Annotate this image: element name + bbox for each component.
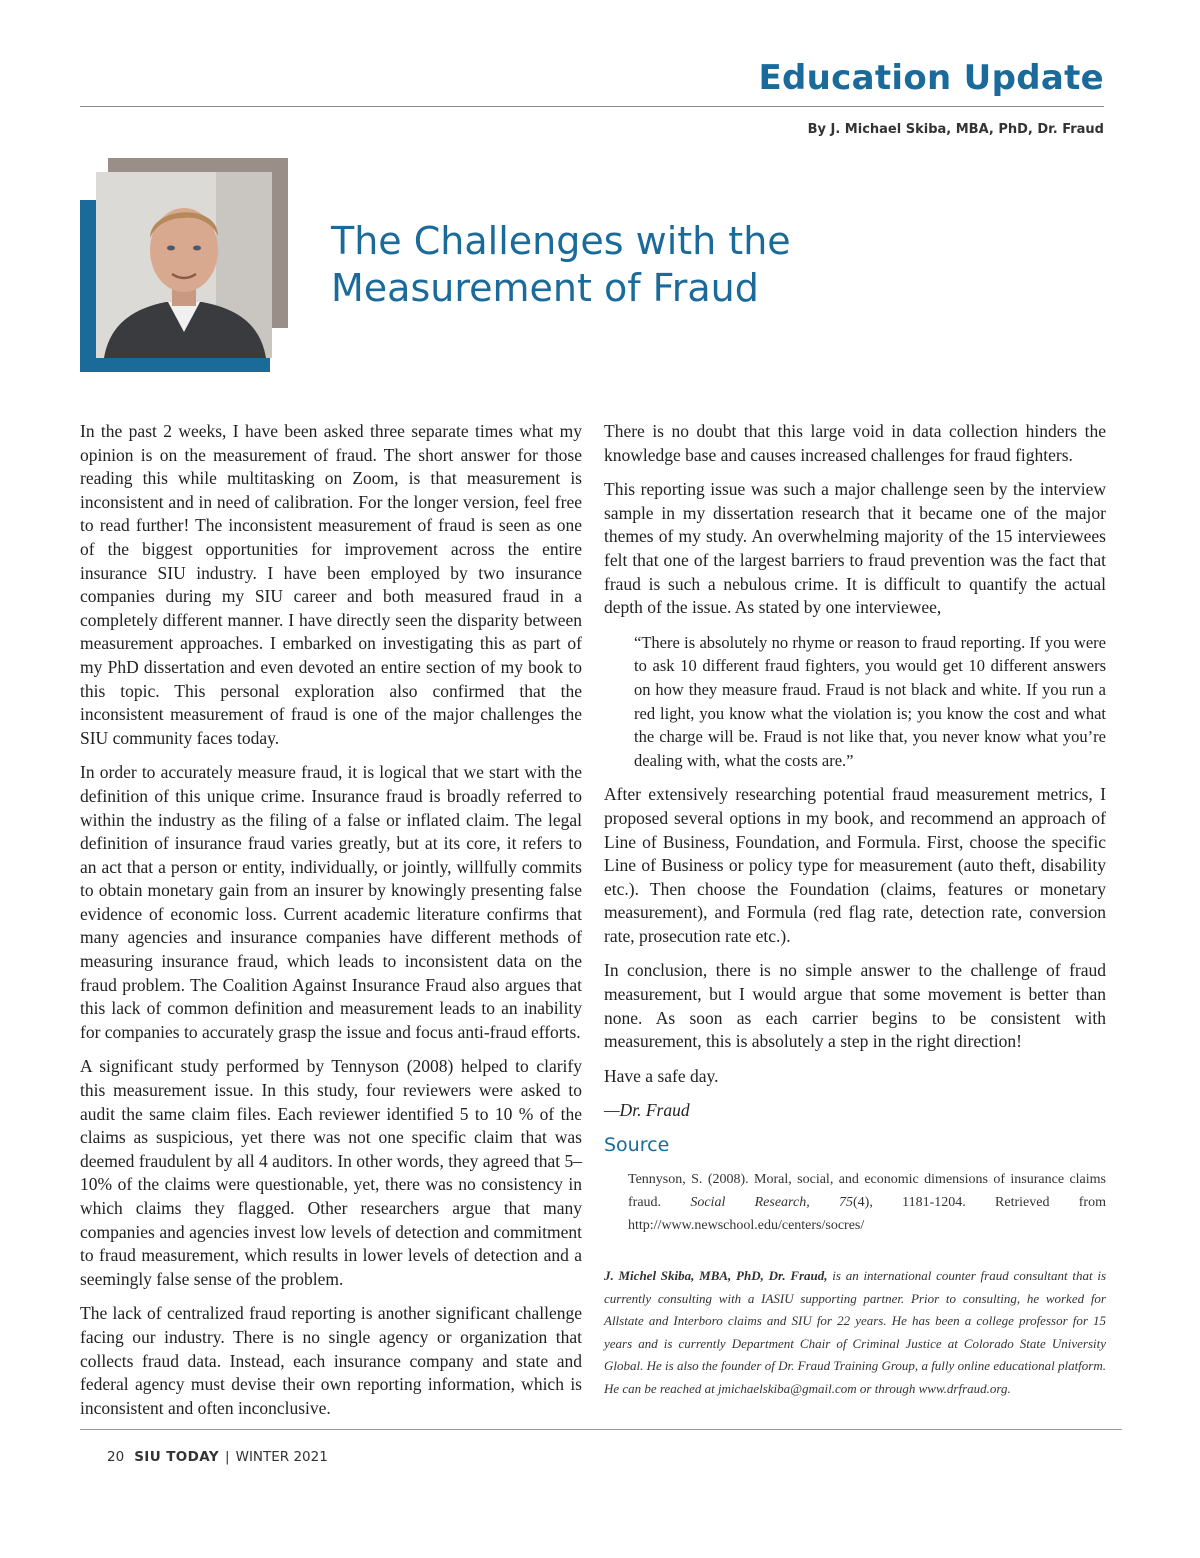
interviewee-quote: “There is absolutely no rhyme or reason to fraud reporting. If you were to ask 10 different fraud fighters, you would get 10 different answers on how they measure fraud. Fraud is not black and white. If you run a red light, you know what the violation is; you know the cost and what the charge will be. Fraud is not like that, you never know what you’re dealing with, what the costs are.”: [634, 632, 1106, 770]
body-paragraph: The lack of centralized fraud reporting is another significant challenge facing our industry. There is no single agency or organization that collects fraud data. Instead, each insurance company and state and federal agency must devise their own reporting information, which is inconsistent and often inconclusive.: [80, 1303, 582, 1418]
body-paragraph: A significant study performed by Tennyson (2008) helped to clarify this measurement issue. In this study, four reviewers were asked to audit the same claim files. Each reviewer identified 5 to 10 % of the claims as suspicious, yet there was not one specific claim that was deemed fraudulent by all 4 auditors. In other words, they agreed that 5–10% of the claims were questionable, yet, there was no consistency in which claims they flagged. Other researchers argue that many companies and agencies invest low levels of detection and commitment to fraud measurement, which results in lower levels of detection and a seemingly false sense of the problem.: [80, 1056, 582, 1289]
body-paragraph: After extensively researching potential fraud measurement metrics, I proposed several options in my book, and recommend an approach of Line of Business, Foundation, and Formula. First, choose the specific Line of Business or policy type for measurement (auto theft, disability etc.). Then choose the Foundation (claims, features or monetary measurement), and Formula (red flag rate, detection rate, conversion rate, prosecution rate etc.).: [604, 784, 1106, 946]
article-title-line-1: The Challenges with the: [331, 219, 791, 263]
publication-name: SIU TODAY: [134, 1449, 220, 1465]
portrait-icon: [96, 172, 272, 358]
footer-divider: [80, 1429, 1122, 1430]
left-column: [80, 420, 582, 1431]
reference-details: (4), 1181-1204. Retrieved from http://www.newschool.edu/centers/socres/: [628, 1195, 1106, 1234]
signature: —Dr. Fraud: [604, 1100, 690, 1121]
page-number: 20: [107, 1449, 125, 1465]
issue-label: WINTER 2021: [235, 1449, 328, 1465]
author-bio: [604, 1265, 1106, 1401]
bio-text: is an international counter fraud consultant that is currently consulting with a IASIU supporting partner. Prior to consulting, he worked for Allstate and Interboro claims and SIU for 22 years. He has been a college professor for 15 years and is currently Department Chair of Criminal Justice at Colorado State University Global. He is also the founder of Dr. Fraud Training Group, a fully online educational platform. He can be reached at jmichaelskiba@gmail.com or through www.drfraud.org.: [604, 1268, 1107, 1396]
header-divider: [80, 106, 1104, 107]
body-paragraph: In order to accurately measure fraud, it is logical that we start with the definition of this unique crime. Insurance fraud is broadly referred to within the industry as the filing of a false or inflated claim. The legal definition of insurance fraud varies greatly, but at its core, it refers to an act that a person or entity, individually, or jointly, willfully commits to obtain monetary gain from an insurer by knowingly presenting false evidence of economic loss. Current academic literature confirms that many agencies and insurance companies have different methods of measuring insurance fraud, which leads to inconsistent data on the fraud problem. The Coalition Against Insurance Fraud also argues that this lack of common definition and measurement leads to an inability for companies to accurately grasp the issue and focus anti-fraud efforts.: [80, 762, 582, 1042]
body-paragraph: This reporting issue was such a major challenge seen by the interview sample in my dissertation research that it became one of the major themes of my study. An overwhelming majority of the 15 interviewees felt that one of the largest barriers to fraud prevention was the fact that fraud is such a nebulous crime. It is difficult to quantify the actual depth of the issue. As stated by one interviewee,: [604, 479, 1106, 618]
author-portrait-photo: [96, 172, 272, 358]
footer-separator: |: [225, 1449, 230, 1465]
reference-authors: Tennyson, S. (2008). Moral, social, and economic dimensions of insurance claims fraud.: [628, 1172, 1106, 1211]
page-footer: [107, 1449, 328, 1465]
reference-entry: [628, 1168, 1106, 1237]
section-title: Education Update: [758, 58, 1104, 98]
right-column: [604, 420, 1106, 1401]
reference-journal: Social Research, 75: [690, 1195, 853, 1211]
body-paragraph: In the past 2 weeks, I have been asked three separate times what my opinion is on the measurement of fraud. The short answer for those reading this while multitasking on Zoom, is that measurement is inconsistent and in need of calibration. For the longer version, feel free to read further! The inconsistent measurement of fraud is seen as one of the biggest opportunities for improvement across the entire insurance SIU industry. I have been employed by two insurance companies during my SIU career and both measured fraud in a completely different manner. I have directly seen the disparity between measurement approaches. I embarked on investigating this as part of my PhD dissertation and even devoted an entire section of my book to this topic. This personal exploration also confirmed that the inconsistent measurement of fraud is one of the major challenges the SIU community faces today.: [80, 421, 582, 748]
body-paragraph: Have a safe day.: [604, 1065, 719, 1086]
body-paragraph: There is no doubt that this large void in data collection hinders the knowledge base and causes increased challenges for fraud fighters.: [604, 421, 1106, 465]
author-byline: By J. Michael Skiba, MBA, PhD, Dr. Fraud: [807, 122, 1104, 137]
body-paragraph: In conclusion, there is no simple answer to the challenge of fraud measurement, but I would argue that some movement is better than none. As soon as each carrier begins to be consistent with measurement, this is absolutely a step in the right direction!: [604, 960, 1106, 1052]
article-title: [331, 218, 951, 312]
article-title-line-2: Measurement of Fraud: [331, 266, 759, 310]
source-heading: Source: [604, 1134, 670, 1157]
bio-name: J. Michel Skiba, MBA, PhD, Dr. Fraud,: [604, 1268, 828, 1284]
